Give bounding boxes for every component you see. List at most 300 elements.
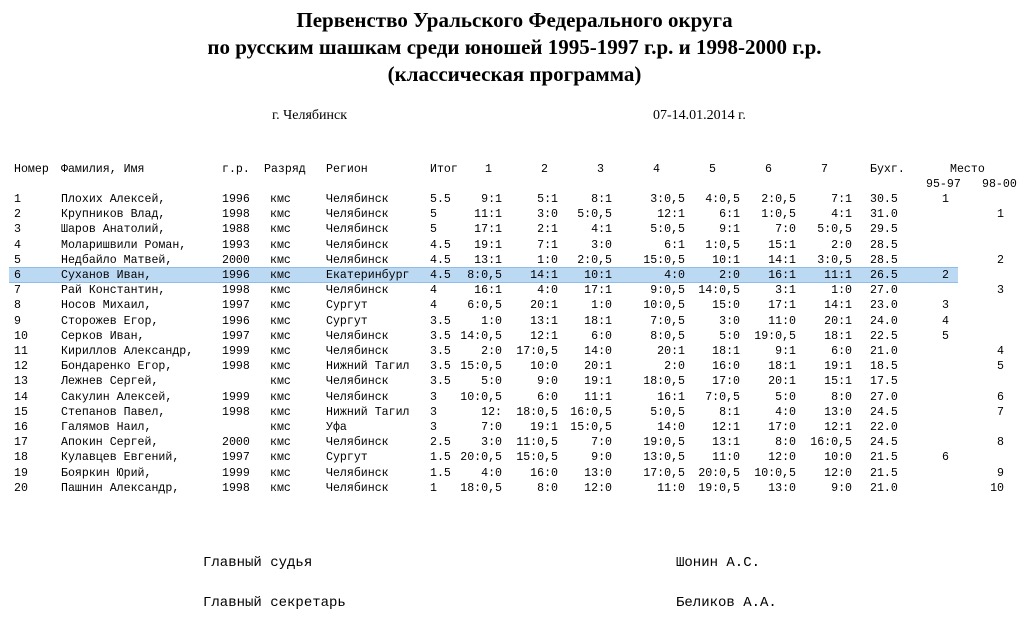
table-row: [0, 238, 1029, 253]
header-round-6: 6: [765, 163, 772, 176]
cell-rank: кмс: [270, 269, 291, 282]
cell-r5: 7:0,5: [705, 390, 740, 404]
cell-region: Челябинск: [326, 436, 389, 450]
cell-region: Челябинск: [326, 223, 389, 237]
cell-r2: 1:0: [537, 253, 558, 267]
cell-year: 1998: [222, 360, 250, 374]
cell-rank: кмс: [270, 466, 291, 480]
cell-r7: 14:1: [824, 299, 852, 313]
cell-name: Кулавцев Евгений,: [61, 451, 180, 465]
cell-year: 1998: [222, 284, 250, 298]
cell-r5: 16:0: [712, 360, 740, 374]
cell-r2: 8:0: [537, 481, 558, 495]
cell-region: Челябинск: [326, 466, 389, 480]
chief-judge-name: Шонин А.С.: [676, 555, 761, 571]
header-num: Номер: [14, 163, 49, 176]
cell-year: 1993: [222, 238, 250, 252]
header-buchholz: Бухг.: [870, 163, 905, 176]
cell-r1: 20:0,5: [460, 451, 502, 465]
header-place-98-00: 98-00: [982, 178, 1017, 191]
cell-year: 1997: [222, 451, 250, 465]
cell-r7: 7:1: [831, 193, 852, 206]
cell-year: 1996: [222, 269, 250, 282]
cell-total: 3.5: [430, 329, 451, 343]
cell-pa: 2: [942, 269, 949, 282]
cell-r4: 6:1: [664, 238, 685, 252]
cell-r4: 2:0: [664, 360, 685, 374]
table-row: [0, 207, 1029, 222]
cell-r3: 20:1: [584, 360, 612, 374]
table-row: [0, 314, 1029, 329]
cell-region: Сургут: [326, 314, 368, 328]
cell-r1: 18:0,5: [460, 481, 502, 495]
table-row: [0, 450, 1029, 465]
cell-r1: 11:1: [474, 208, 502, 222]
cell-r4: 17:0,5: [643, 466, 685, 480]
chief-secretary-label: Главный секретарь: [203, 595, 346, 611]
cell-total: 3: [430, 405, 437, 419]
cell-r3: 9:0: [591, 451, 612, 465]
cell-r1: 13:1: [474, 253, 502, 267]
cell-num: 3: [14, 223, 21, 237]
cell-buch: 18.5: [870, 360, 898, 374]
cell-r7: 13:0: [824, 405, 852, 419]
cell-r3: 19:1: [584, 375, 612, 389]
cell-region: Челябинск: [326, 375, 389, 389]
cell-r1: 3:0: [481, 436, 502, 450]
cell-r4: 19:0,5: [643, 436, 685, 450]
cell-r5: 1:0,5: [705, 238, 740, 252]
cell-r1: 15:0,5: [460, 360, 502, 374]
cell-num: 11: [14, 345, 28, 358]
cell-r4: 20:1: [657, 345, 685, 358]
cell-buch: 23.0: [870, 299, 898, 313]
cell-r5: 14:0,5: [698, 284, 740, 298]
table-row: [0, 283, 1029, 298]
cell-name: Пашнин Александр,: [61, 481, 180, 495]
cell-r6: 14:1: [768, 253, 796, 267]
cell-buch: 21.0: [870, 345, 898, 358]
cell-buch: 17.5: [870, 375, 898, 389]
cell-num: 2: [14, 208, 21, 222]
cell-r3: 2:0,5: [577, 253, 612, 267]
cell-r1: 1:0: [481, 314, 502, 328]
cell-region: Челябинск: [326, 193, 389, 206]
cell-num: 13: [14, 375, 28, 389]
cell-pa: 5: [942, 329, 949, 343]
cell-r4: 8:0,5: [650, 329, 685, 343]
cell-r6: 8:0: [775, 436, 796, 450]
cell-r6: 9:1: [775, 345, 796, 358]
cell-r2: 11:0,5: [516, 436, 558, 450]
cell-r7: 12:1: [824, 421, 852, 434]
cell-name: Серков Иван,: [61, 329, 145, 343]
cell-r5: 4:0,5: [705, 193, 740, 206]
cell-year: 1999: [222, 345, 250, 358]
cell-region: Челябинск: [326, 481, 389, 495]
cell-rank: кмс: [270, 193, 291, 206]
cell-region: Сургут: [326, 451, 368, 465]
cell-r6: 2:0,5: [761, 193, 796, 206]
cell-r7: 19:1: [824, 360, 852, 374]
cell-r4: 13:0,5: [643, 451, 685, 465]
cell-pb: 8: [997, 436, 1004, 450]
cell-r6: 1:0,5: [761, 208, 796, 222]
cell-r4: 3:0,5: [650, 193, 685, 206]
cell-r6: 17:0: [768, 421, 796, 434]
cell-num: 5: [14, 253, 21, 267]
cell-total: 5: [430, 223, 437, 237]
cell-num: 18: [14, 451, 28, 465]
cell-total: 4: [430, 284, 437, 298]
cell-r6: 16:1: [768, 269, 796, 282]
cell-total: 1.5: [430, 466, 451, 480]
cell-total: 2.5: [430, 436, 451, 450]
cell-r5: 2:0: [719, 269, 740, 282]
cell-year: 2000: [222, 436, 250, 450]
header-place-95-97: 95-97: [926, 178, 961, 191]
cell-r2: 10:0: [530, 360, 558, 374]
cell-r5: 13:1: [712, 436, 740, 450]
header-region: Регион: [326, 163, 368, 176]
cell-pb: 10: [990, 481, 1004, 495]
cell-r3: 3:0: [591, 238, 612, 252]
cell-r1: 19:1: [474, 238, 502, 252]
cell-r6: 3:1: [775, 284, 796, 298]
table-row: [0, 222, 1029, 237]
cell-r3: 14:0: [584, 345, 612, 358]
cell-rank: кмс: [270, 314, 291, 328]
cell-year: 1996: [222, 193, 250, 206]
cell-name: Степанов Павел,: [61, 405, 166, 419]
cell-r6: 10:0,5: [754, 466, 796, 480]
cell-num: 12: [14, 360, 28, 374]
cell-name: Моларишвили Роман,: [61, 238, 187, 252]
event-city: г. Челябинск: [272, 108, 348, 123]
cell-r2: 7:1: [537, 238, 558, 252]
header-round-2: 2: [541, 163, 548, 176]
cell-name: Кириллов Александр,: [61, 345, 194, 358]
cell-num: 10: [14, 329, 28, 343]
cell-name: Рай Константин,: [61, 284, 166, 298]
cell-name: Бондаренко Егор,: [61, 360, 173, 374]
cell-buch: 22.0: [870, 421, 898, 434]
cell-r7: 15:1: [824, 375, 852, 389]
cell-pb: 3: [997, 284, 1004, 298]
cell-r4: 7:0,5: [650, 314, 685, 328]
chief-judge-label: Главный судья: [203, 555, 313, 571]
cell-r3: 7:0: [591, 436, 612, 450]
cell-r1: 17:1: [474, 223, 502, 237]
cell-year: 1999: [222, 466, 250, 480]
cell-r7: 12:0: [824, 466, 852, 480]
cell-r5: 6:1: [719, 208, 740, 222]
cell-r3: 18:1: [584, 314, 612, 328]
cell-r7: 8:0: [831, 390, 852, 404]
cell-r7: 9:0: [831, 481, 852, 495]
cell-rank: кмс: [270, 238, 291, 252]
cell-r2: 5:1: [537, 193, 558, 206]
cell-region: Челябинск: [326, 329, 389, 343]
cell-r7: 6:0: [831, 345, 852, 358]
cell-r6: 17:1: [768, 299, 796, 313]
cell-r3: 4:1: [591, 223, 612, 237]
cell-r6: 7:0: [775, 223, 796, 237]
cell-total: 3: [430, 421, 437, 434]
table-row: [0, 192, 1029, 207]
cell-r2: 4:0: [537, 284, 558, 298]
cell-r5: 12:1: [712, 421, 740, 434]
cell-name: Сакулин Алексей,: [61, 390, 173, 404]
cell-buch: 28.5: [870, 238, 898, 252]
cell-r6: 13:0: [768, 481, 796, 495]
cell-r1: 6:0,5: [467, 299, 502, 313]
cell-rank: кмс: [270, 208, 291, 222]
cell-r1: 8:0,5: [467, 269, 502, 282]
cell-region: Нижний Тагил: [326, 360, 410, 374]
cell-region: Челябинск: [326, 345, 389, 358]
cell-r3: 12:0: [584, 481, 612, 495]
cell-rank: кмс: [270, 284, 291, 298]
cell-r5: 11:0: [712, 451, 740, 465]
cell-year: 2000: [222, 253, 250, 267]
cell-total: 3.5: [430, 314, 451, 328]
cell-total: 3.5: [430, 375, 451, 389]
cell-region: Челябинск: [326, 253, 389, 267]
cell-r2: 13:1: [530, 314, 558, 328]
header-round-1: 1: [485, 163, 492, 176]
cell-r4: 18:0,5: [643, 375, 685, 389]
cell-num: 8: [14, 299, 21, 313]
cell-r2: 2:1: [537, 223, 558, 237]
table-row: [0, 344, 1029, 359]
cell-r2: 17:0,5: [516, 345, 558, 358]
cell-r6: 15:1: [768, 238, 796, 252]
cell-buch: 26.5: [870, 269, 898, 282]
cell-pa: 3: [942, 299, 949, 313]
cell-year: 1998: [222, 405, 250, 419]
table-row: [0, 390, 1029, 405]
cell-r1: 7:0: [481, 421, 502, 434]
table-row: [0, 420, 1029, 435]
cell-r3: 10:1: [584, 269, 612, 282]
cell-r4: 9:0,5: [650, 284, 685, 298]
table-row: [0, 298, 1029, 313]
cell-pb: 6: [997, 390, 1004, 404]
cell-pb: 4: [997, 345, 1004, 358]
cell-r3: 15:0,5: [570, 421, 612, 434]
cell-num: 19: [14, 466, 28, 480]
cell-r2: 19:1: [530, 421, 558, 434]
chief-secretary-name: Беликов А.А.: [676, 595, 777, 611]
cell-pb: 5: [997, 360, 1004, 374]
cell-rank: кмс: [270, 481, 291, 495]
cell-name: Лежнев Сергей,: [61, 375, 159, 389]
cell-rank: кмс: [270, 390, 291, 404]
cell-r5: 3:0: [719, 314, 740, 328]
cell-r2: 16:0: [530, 466, 558, 480]
header-round-7: 7: [821, 163, 828, 176]
table-row: [0, 374, 1029, 389]
event-dates: 07-14.01.2014 г.: [653, 108, 746, 123]
cell-r6: 20:1: [768, 375, 796, 389]
cell-r4: 10:0,5: [643, 299, 685, 313]
cell-region: Челябинск: [326, 208, 389, 222]
cell-pa: 1: [942, 193, 949, 206]
cell-pb: 9: [997, 466, 1004, 480]
cell-r2: 9:0: [537, 375, 558, 389]
cell-r2: 18:0,5: [516, 405, 558, 419]
table-row: [0, 481, 1029, 496]
cell-r2: 20:1: [530, 299, 558, 313]
cell-r4: 11:0: [657, 481, 685, 495]
cell-total: 3.5: [430, 360, 451, 374]
cell-r4: 14:0: [657, 421, 685, 434]
cell-pb: 7: [997, 405, 1004, 419]
header-round-4: 4: [653, 163, 660, 176]
cell-name: Галямов Наил,: [61, 421, 152, 434]
cell-pa: 6: [942, 451, 949, 465]
cell-region: Сургут: [326, 299, 368, 313]
cell-total: 5: [430, 208, 437, 222]
header-rank: Разряд: [264, 163, 306, 176]
cell-total: 4.5: [430, 238, 451, 252]
cell-rank: кмс: [270, 436, 291, 450]
cell-r2: 14:1: [530, 269, 558, 282]
cell-total: 4: [430, 299, 437, 313]
cell-r5: 5:0: [719, 329, 740, 343]
table-row: [0, 329, 1029, 344]
cell-r5: 9:1: [719, 223, 740, 237]
cell-r3: 13:0: [584, 466, 612, 480]
cell-r3: 6:0: [591, 329, 612, 343]
cell-year: 1996: [222, 314, 250, 328]
cell-r1: 4:0: [481, 466, 502, 480]
cell-num: 20: [14, 481, 28, 495]
cell-num: 14: [14, 390, 28, 404]
cell-name: Плохих Алексей,: [61, 193, 166, 206]
cell-r7: 10:0: [824, 451, 852, 465]
cell-r6: 11:0: [768, 314, 796, 328]
cell-r7: 18:1: [824, 329, 852, 343]
cell-buch: 21.5: [870, 451, 898, 465]
cell-r6: 18:1: [768, 360, 796, 374]
cell-buch: 21.5: [870, 466, 898, 480]
cell-buch: 29.5: [870, 223, 898, 237]
cell-name: Шаров Анатолий,: [61, 223, 166, 237]
header-total: Итог: [430, 163, 458, 176]
cell-r7: 2:0: [831, 238, 852, 252]
cell-pa: 4: [942, 314, 949, 328]
title-line-3: (классическая программа): [387, 62, 642, 86]
cell-region: Уфа: [326, 421, 347, 434]
cell-r1: 16:1: [474, 284, 502, 298]
table-row: [0, 253, 1029, 268]
cell-region: Челябинск: [326, 284, 389, 298]
cell-buch: 21.0: [870, 481, 898, 495]
cell-r1: 5:0: [481, 375, 502, 389]
cell-region: Челябинск: [326, 238, 389, 252]
cell-r5: 15:0: [712, 299, 740, 313]
cell-r4: 5:0,5: [650, 223, 685, 237]
cell-num: 4: [14, 238, 21, 252]
cell-r3: 5:0,5: [577, 208, 612, 222]
cell-r6: 4:0: [775, 405, 796, 419]
cell-r5: 19:0,5: [698, 481, 740, 495]
cell-r5: 20:0,5: [698, 466, 740, 480]
cell-r7: 11:1: [824, 269, 852, 282]
cell-buch: 27.0: [870, 284, 898, 298]
cell-r7: 5:0,5: [817, 223, 852, 237]
table-row: [0, 268, 1029, 283]
cell-r1: 12:: [481, 405, 502, 419]
cell-name: Апокин Сергей,: [61, 436, 159, 450]
cell-r7: 3:0,5: [817, 253, 852, 267]
cell-buch: 24.0: [870, 314, 898, 328]
cell-rank: кмс: [270, 375, 291, 389]
cell-num: 15: [14, 405, 28, 419]
cell-r7: 16:0,5: [810, 436, 852, 450]
cell-buch: 31.0: [870, 208, 898, 222]
title-line-2: по русским шашкам среди юношей 1995-1997 г.р. и 1998-2000 г.р.: [207, 35, 822, 59]
cell-buch: 24.5: [870, 405, 898, 419]
cell-r6: 12:0: [768, 451, 796, 465]
cell-name: Носов Михаил,: [61, 299, 152, 313]
cell-buch: 24.5: [870, 436, 898, 450]
cell-r4: 16:1: [657, 390, 685, 404]
cell-r5: 18:1: [712, 345, 740, 358]
cell-region: Нижний Тагил: [326, 405, 410, 419]
cell-rank: кмс: [270, 451, 291, 465]
cell-name: Сторожев Егор,: [61, 314, 159, 328]
cell-r1: 9:1: [481, 193, 502, 206]
cell-num: 1: [14, 193, 21, 206]
cell-r1: 14:0,5: [460, 329, 502, 343]
cell-r2: 3:0: [537, 208, 558, 222]
cell-rank: кмс: [270, 421, 291, 434]
cell-rank: кмс: [270, 329, 291, 343]
cell-buch: 27.0: [870, 390, 898, 404]
cell-rank: кмс: [270, 405, 291, 419]
cell-total: 3.5: [430, 345, 451, 358]
cell-rank: кмс: [270, 253, 291, 267]
header-round-5: 5: [709, 163, 716, 176]
cell-num: 9: [14, 314, 21, 328]
cell-region: Екатеринбург: [326, 269, 410, 282]
header-place: Место: [950, 163, 985, 176]
cell-num: 6: [14, 269, 21, 282]
cell-r2: 12:1: [530, 329, 558, 343]
cell-year: 1998: [222, 481, 250, 495]
cell-rank: кмс: [270, 345, 291, 358]
cell-rank: кмс: [270, 360, 291, 374]
table-row: [0, 435, 1029, 450]
cell-total: 5.5: [430, 193, 451, 206]
cell-pb: 2: [997, 253, 1004, 267]
header-year: г.р.: [222, 163, 250, 176]
cell-r4: 5:0,5: [650, 405, 685, 419]
cell-buch: 30.5: [870, 193, 898, 206]
cell-num: 17: [14, 436, 28, 450]
cell-pb: 1: [997, 208, 1004, 222]
cell-r5: 8:1: [719, 405, 740, 419]
cell-r3: 11:1: [584, 390, 612, 404]
cell-name: Суханов Иван,: [61, 269, 152, 282]
cell-r3: 17:1: [584, 284, 612, 298]
cell-r2: 6:0: [537, 390, 558, 404]
cell-region: Челябинск: [326, 390, 389, 404]
title-line-1: Первенство Уральского Федерального округа: [296, 8, 733, 32]
